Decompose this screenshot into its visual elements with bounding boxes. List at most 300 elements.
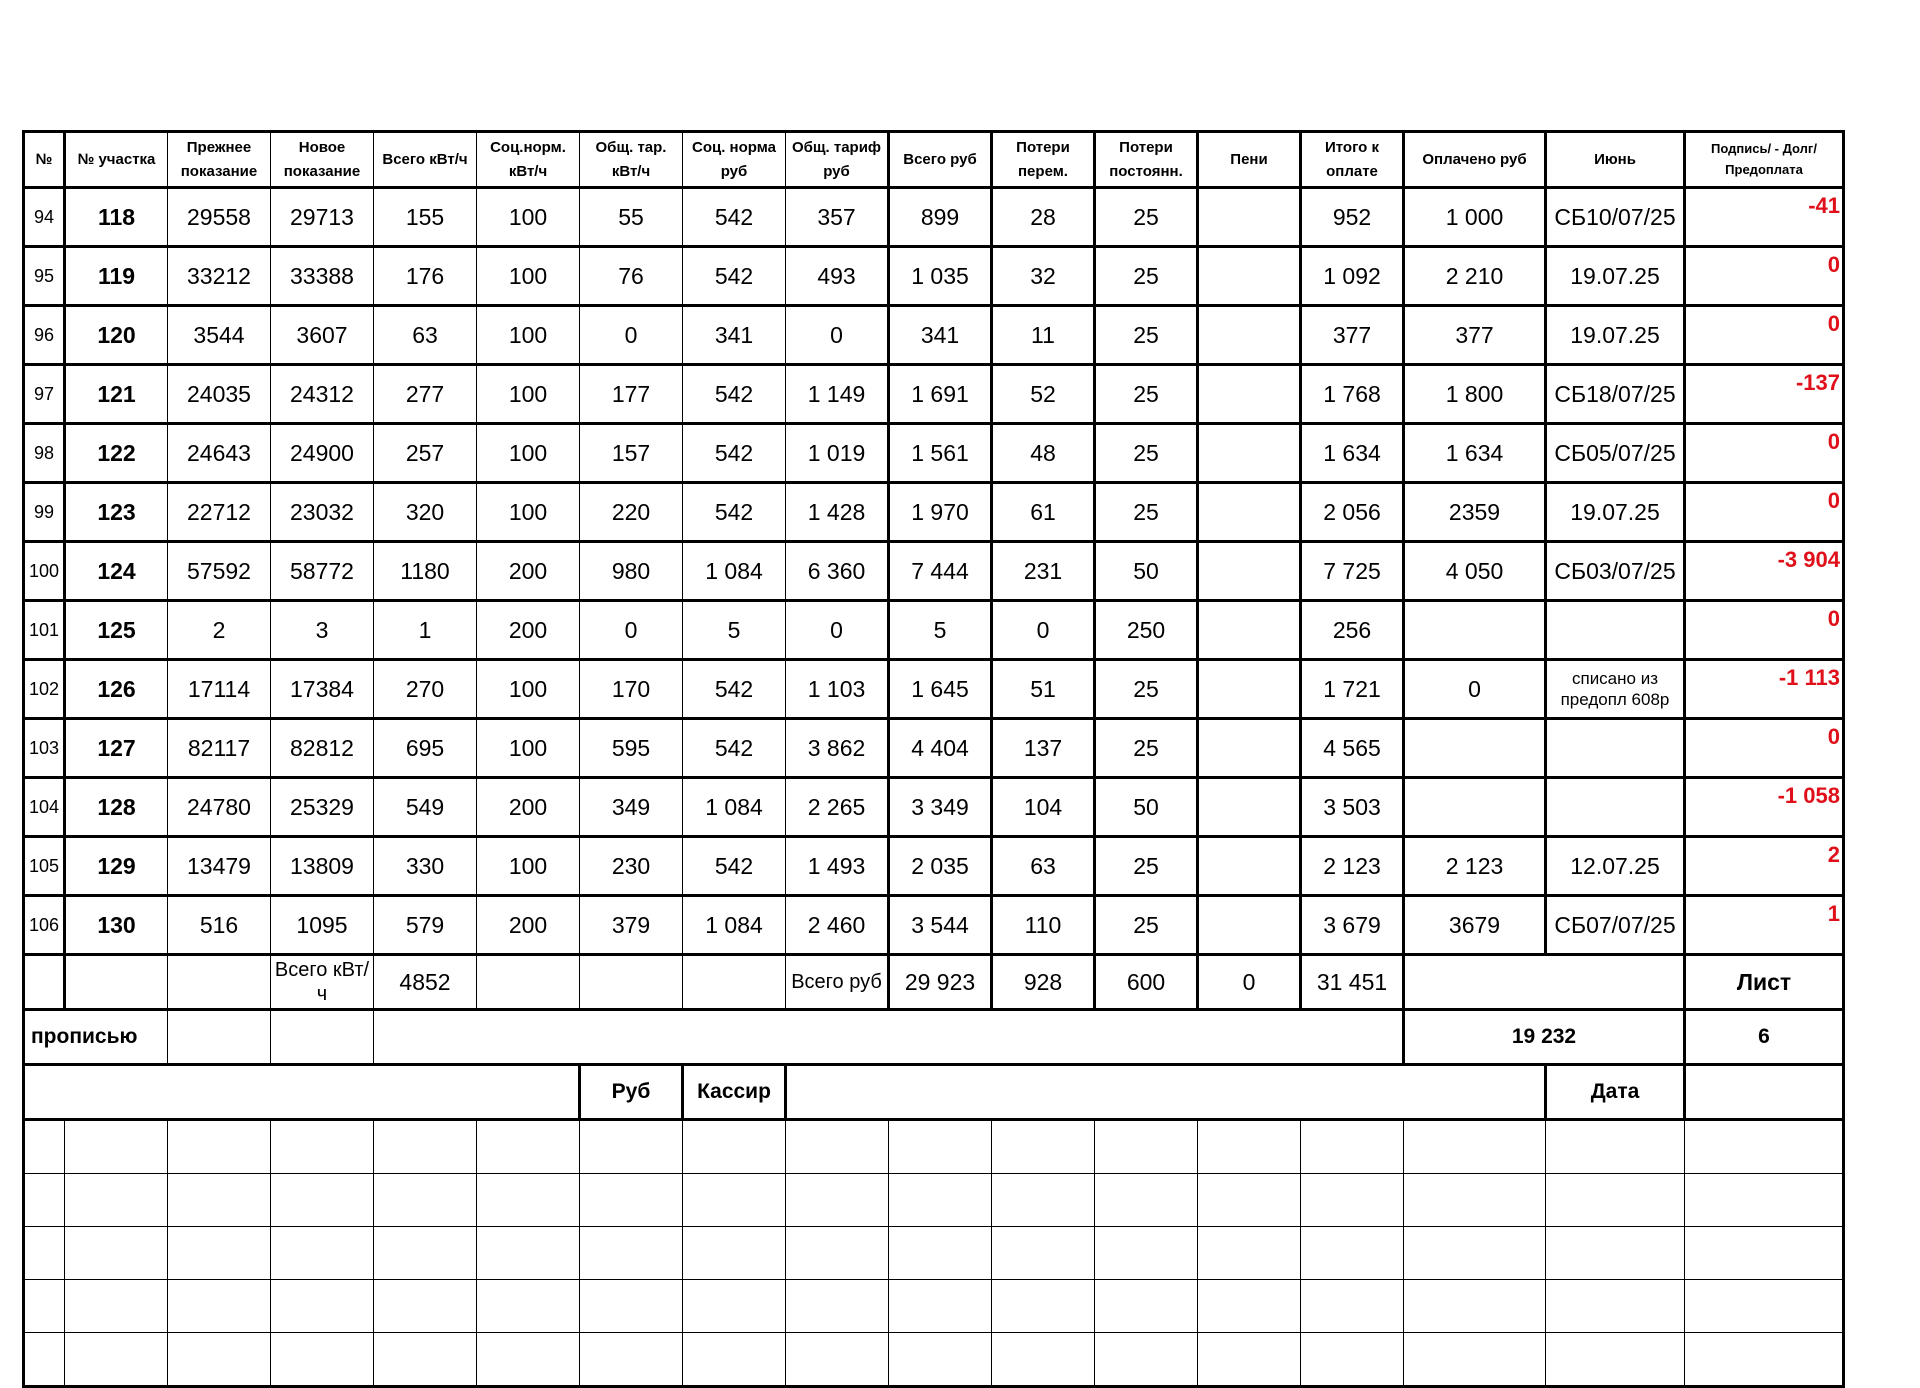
- empty-cell: [477, 1174, 580, 1227]
- empty-cell: [992, 1280, 1095, 1333]
- gen-tariff-rub: 1 493: [786, 837, 889, 896]
- loss-var: 63: [992, 837, 1095, 896]
- penalty: [1198, 306, 1301, 365]
- loss-const: 25: [1095, 660, 1198, 719]
- penalty: [1198, 542, 1301, 601]
- total-rub: 1 970: [889, 483, 992, 542]
- payment-date: 12.07.25: [1546, 837, 1685, 896]
- total-kwh: 277: [374, 365, 477, 424]
- soc-norm-kwh: 100: [477, 188, 580, 247]
- row-no: 94: [24, 188, 65, 247]
- total-due: 3 679: [1301, 896, 1404, 955]
- debt-prepay: 0: [1685, 483, 1844, 542]
- soc-norm-kwh: 200: [477, 778, 580, 837]
- prev-reading: 2: [168, 601, 271, 660]
- empty-cell: [786, 1333, 889, 1387]
- empty-cell: [65, 1333, 168, 1387]
- total-due: 2 056: [1301, 483, 1404, 542]
- empty-cell: [1685, 1174, 1844, 1227]
- table-row: [24, 837, 1844, 896]
- empty-cell: [992, 1120, 1095, 1174]
- empty-cell: [477, 1333, 580, 1387]
- empty-cell: [580, 955, 683, 1010]
- header-prev: Прежнее показание: [168, 132, 271, 188]
- soc-norm-rub: 542: [683, 719, 786, 778]
- total-rub: 341: [889, 306, 992, 365]
- gen-tar-kwh: 595: [580, 719, 683, 778]
- empty-cell: [477, 1280, 580, 1333]
- in-words-label: прописью: [24, 1010, 168, 1065]
- cashier-field: [786, 1065, 1546, 1120]
- gen-tar-kwh: 230: [580, 837, 683, 896]
- empty-cell: [168, 1280, 271, 1333]
- paid: 2359: [1404, 483, 1546, 542]
- empty-cell: [683, 1227, 786, 1280]
- total-kwh: 155: [374, 188, 477, 247]
- debt-prepay: 1: [1685, 896, 1844, 955]
- rub-label: Руб: [580, 1065, 683, 1120]
- total-rub: 2 035: [889, 837, 992, 896]
- empty-cell: [24, 1280, 65, 1333]
- table-row: [24, 306, 1844, 365]
- total-loss-var: 928: [992, 955, 1095, 1010]
- empty-cell: [477, 1120, 580, 1174]
- empty-cell: [786, 1174, 889, 1227]
- prev-reading: 24643: [168, 424, 271, 483]
- prev-reading: 33212: [168, 247, 271, 306]
- payment-date: списано из предопл 608р: [1546, 660, 1685, 719]
- empty-cell: [168, 1174, 271, 1227]
- gen-tar-kwh: 170: [580, 660, 683, 719]
- empty-cell: [1404, 1333, 1546, 1387]
- empty-row: [24, 1120, 1844, 1174]
- gen-tar-kwh: 349: [580, 778, 683, 837]
- total-kwh: 330: [374, 837, 477, 896]
- total-rub-value: 29 923: [889, 955, 992, 1010]
- date-field: [1685, 1065, 1844, 1120]
- soc-norm-rub: 542: [683, 483, 786, 542]
- total-rub: 1 645: [889, 660, 992, 719]
- penalty: [1198, 660, 1301, 719]
- empty-row: [24, 1227, 1844, 1280]
- gen-tariff-rub: 6 360: [786, 542, 889, 601]
- new-reading: 13809: [271, 837, 374, 896]
- prev-reading: 24035: [168, 365, 271, 424]
- soc-norm-kwh: 100: [477, 424, 580, 483]
- total-kwh: 1: [374, 601, 477, 660]
- new-reading: 3607: [271, 306, 374, 365]
- gen-tar-kwh: 980: [580, 542, 683, 601]
- payment-date: [1546, 719, 1685, 778]
- empty-cell: [683, 1120, 786, 1174]
- plot-number: 126: [65, 660, 168, 719]
- soc-norm-kwh: 200: [477, 542, 580, 601]
- soc-norm-rub: 1 084: [683, 778, 786, 837]
- gen-tariff-rub: 0: [786, 306, 889, 365]
- header-gen-tar-kwh: Общ. тар. кВт/ч: [580, 132, 683, 188]
- plot-number: 129: [65, 837, 168, 896]
- soc-norm-rub: 542: [683, 660, 786, 719]
- debt-prepay: 0: [1685, 306, 1844, 365]
- prev-reading: 82117: [168, 719, 271, 778]
- empty-cell: [168, 1227, 271, 1280]
- paid: [1404, 719, 1546, 778]
- total-rub: 4 404: [889, 719, 992, 778]
- loss-var: 0: [992, 601, 1095, 660]
- gen-tariff-rub: 493: [786, 247, 889, 306]
- paid: 1 634: [1404, 424, 1546, 483]
- empty-cell: [477, 955, 580, 1010]
- empty-cell: [889, 1174, 992, 1227]
- new-reading: 24900: [271, 424, 374, 483]
- empty-cell: [786, 1120, 889, 1174]
- total-kwh: 176: [374, 247, 477, 306]
- loss-const: 25: [1095, 188, 1198, 247]
- loss-var: 110: [992, 896, 1095, 955]
- prev-reading: 3544: [168, 306, 271, 365]
- penalty: [1198, 778, 1301, 837]
- soc-norm-rub: 1 084: [683, 896, 786, 955]
- total-rub: 3 544: [889, 896, 992, 955]
- table-row: [24, 542, 1844, 601]
- debt-prepay: -3 904: [1685, 542, 1844, 601]
- loss-const: 25: [1095, 424, 1198, 483]
- paid: 4 050: [1404, 542, 1546, 601]
- gen-tariff-rub: 1 149: [786, 365, 889, 424]
- total-rub-label: Всего руб: [786, 955, 889, 1010]
- empty-cell: [374, 1280, 477, 1333]
- empty-cell: [1546, 1120, 1685, 1174]
- debt-prepay: 0: [1685, 247, 1844, 306]
- table-row: [24, 188, 1844, 247]
- row-no: 98: [24, 424, 65, 483]
- penalty: [1198, 601, 1301, 660]
- empty-cell: [168, 955, 271, 1010]
- empty-cell: [24, 955, 65, 1010]
- loss-const: 250: [1095, 601, 1198, 660]
- soc-norm-kwh: 200: [477, 601, 580, 660]
- empty-cell: [683, 1174, 786, 1227]
- loss-const: 25: [1095, 896, 1198, 955]
- empty-cell: [1404, 1174, 1546, 1227]
- table-row: [24, 660, 1844, 719]
- header-gen-tariff-rub: Общ. тариф руб: [786, 132, 889, 188]
- empty-cell: [271, 1120, 374, 1174]
- total-kwh-label: Всего кВт/ч: [271, 955, 374, 1010]
- gen-tar-kwh: 177: [580, 365, 683, 424]
- paid: 2 210: [1404, 247, 1546, 306]
- total-rub: 1 561: [889, 424, 992, 483]
- paid: 1 000: [1404, 188, 1546, 247]
- header-new: Новое показание: [271, 132, 374, 188]
- table-row: [24, 601, 1844, 660]
- empty-cell: [168, 1333, 271, 1387]
- empty-cell: [1198, 1280, 1301, 1333]
- payment-date: 19.07.25: [1546, 306, 1685, 365]
- loss-const: 50: [1095, 542, 1198, 601]
- row-no: 95: [24, 247, 65, 306]
- row-no: 96: [24, 306, 65, 365]
- penalty: [1198, 719, 1301, 778]
- soc-norm-rub: 341: [683, 306, 786, 365]
- paid: 377: [1404, 306, 1546, 365]
- empty-row: [24, 1333, 1844, 1387]
- total-due: 3 503: [1301, 778, 1404, 837]
- debt-prepay: 2: [1685, 837, 1844, 896]
- payment-date: [1546, 778, 1685, 837]
- header-signature: Подпись/ - Долг/Предоплата: [1685, 132, 1844, 188]
- prev-reading: 22712: [168, 483, 271, 542]
- header-loss-var: Потери перем.: [992, 132, 1095, 188]
- empty-cell: [1404, 1227, 1546, 1280]
- empty-cell: [65, 1120, 168, 1174]
- soc-norm-rub: 1 084: [683, 542, 786, 601]
- empty-cell: [374, 1333, 477, 1387]
- penalty: [1198, 837, 1301, 896]
- empty-cell: [683, 955, 786, 1010]
- gen-tariff-rub: 2 265: [786, 778, 889, 837]
- total-due: 1 092: [1301, 247, 1404, 306]
- total-due: 952: [1301, 188, 1404, 247]
- total-due: 2 123: [1301, 837, 1404, 896]
- gen-tariff-rub: 0: [786, 601, 889, 660]
- row-no: 106: [24, 896, 65, 955]
- empty-cell: [992, 1227, 1095, 1280]
- empty-cell: [271, 1333, 374, 1387]
- penalty: [1198, 483, 1301, 542]
- payment-date: СБ18/07/25: [1546, 365, 1685, 424]
- gen-tariff-rub: 1 428: [786, 483, 889, 542]
- empty-cell: [1546, 1280, 1685, 1333]
- paid: 0: [1404, 660, 1546, 719]
- payment-date: СБ10/07/25: [1546, 188, 1685, 247]
- empty-cell: [1301, 1227, 1404, 1280]
- prev-reading: 57592: [168, 542, 271, 601]
- debt-prepay: -1 058: [1685, 778, 1844, 837]
- table-row: [24, 365, 1844, 424]
- empty-cell: [1404, 1120, 1546, 1174]
- loss-var: 32: [992, 247, 1095, 306]
- empty-cell: [889, 1227, 992, 1280]
- paid: [1404, 778, 1546, 837]
- gen-tariff-rub: 2 460: [786, 896, 889, 955]
- loss-const: 25: [1095, 719, 1198, 778]
- table-row: [24, 778, 1844, 837]
- loss-var: 52: [992, 365, 1095, 424]
- total-kwh: 320: [374, 483, 477, 542]
- total-kwh: 549: [374, 778, 477, 837]
- header-paid: Оплачено руб: [1404, 132, 1546, 188]
- sheet-label: Лист: [1685, 955, 1844, 1010]
- empty-cell: [374, 1227, 477, 1280]
- empty-cell: [1685, 1333, 1844, 1387]
- empty-cell: [683, 1333, 786, 1387]
- empty-cell: [65, 1227, 168, 1280]
- empty-cell: [1404, 955, 1685, 1010]
- header-soc-norm-rub: Соц. норма руб: [683, 132, 786, 188]
- cashier-label: Кассир: [683, 1065, 786, 1120]
- prev-reading: 17114: [168, 660, 271, 719]
- loss-var: 11: [992, 306, 1095, 365]
- empty-cell: [1301, 1120, 1404, 1174]
- empty-cell: [271, 1174, 374, 1227]
- plot-number: 122: [65, 424, 168, 483]
- table-row: [24, 896, 1844, 955]
- total-due: 31 451: [1301, 955, 1404, 1010]
- payment-date: [1546, 601, 1685, 660]
- paid: 2 123: [1404, 837, 1546, 896]
- row-no: 103: [24, 719, 65, 778]
- row-no: 105: [24, 837, 65, 896]
- debt-prepay: 0: [1685, 719, 1844, 778]
- total-kwh: 257: [374, 424, 477, 483]
- table-row: [24, 719, 1844, 778]
- loss-var: 61: [992, 483, 1095, 542]
- empty-cell: [1546, 1227, 1685, 1280]
- header-loss-const: Потери постоянн.: [1095, 132, 1198, 188]
- sheet-number: 6: [1685, 1010, 1844, 1065]
- payment-date: СБ03/07/25: [1546, 542, 1685, 601]
- empty-cell: [374, 1174, 477, 1227]
- total-kwh: 695: [374, 719, 477, 778]
- empty-cell: [1095, 1333, 1198, 1387]
- empty-cell: [24, 1227, 65, 1280]
- empty-cell: [683, 1280, 786, 1333]
- header-total-due: Итого к оплате: [1301, 132, 1404, 188]
- empty-cell: [24, 1120, 65, 1174]
- empty-cell: [168, 1010, 271, 1065]
- total-rub: 3 349: [889, 778, 992, 837]
- empty-cell: [168, 1120, 271, 1174]
- billing-table: [22, 130, 1845, 1388]
- soc-norm-kwh: 100: [477, 306, 580, 365]
- loss-var: 137: [992, 719, 1095, 778]
- total-due: 1 768: [1301, 365, 1404, 424]
- header-soc-norm-kwh: Соц.норм. кВт/ч: [477, 132, 580, 188]
- plot-number: 123: [65, 483, 168, 542]
- header-row: [24, 132, 1844, 188]
- total-kwh: 1180: [374, 542, 477, 601]
- soc-norm-kwh: 100: [477, 660, 580, 719]
- header-total-rub: Всего руб: [889, 132, 992, 188]
- empty-cell: [271, 1227, 374, 1280]
- soc-norm-rub: 542: [683, 424, 786, 483]
- empty-cell: [1198, 1227, 1301, 1280]
- plot-number: 120: [65, 306, 168, 365]
- table-row: [24, 483, 1844, 542]
- payment-date: 19.07.25: [1546, 483, 1685, 542]
- payment-date: 19.07.25: [1546, 247, 1685, 306]
- table-row: [24, 247, 1844, 306]
- gen-tar-kwh: 76: [580, 247, 683, 306]
- plot-number: 127: [65, 719, 168, 778]
- gen-tar-kwh: 220: [580, 483, 683, 542]
- penalty: [1198, 188, 1301, 247]
- header-plot: № участка: [65, 132, 168, 188]
- empty-cell: [65, 955, 168, 1010]
- empty-cell: [477, 1227, 580, 1280]
- empty-cell: [992, 1174, 1095, 1227]
- empty-cell: [1546, 1333, 1685, 1387]
- total-rub: 1 691: [889, 365, 992, 424]
- paid-sum: 19 232: [1404, 1010, 1685, 1065]
- soc-norm-rub: 542: [683, 247, 786, 306]
- loss-const: 25: [1095, 837, 1198, 896]
- empty-cell: [271, 1010, 374, 1065]
- cashier-row: [24, 1065, 1844, 1120]
- empty-cell: [786, 1227, 889, 1280]
- empty-cell: [1685, 1120, 1844, 1174]
- row-no: 101: [24, 601, 65, 660]
- words-row: [24, 1010, 1844, 1065]
- prev-reading: 29558: [168, 188, 271, 247]
- soc-norm-rub: 5: [683, 601, 786, 660]
- paid: 1 800: [1404, 365, 1546, 424]
- soc-norm-kwh: 200: [477, 896, 580, 955]
- empty-cell: [992, 1333, 1095, 1387]
- total-loss-const: 600: [1095, 955, 1198, 1010]
- new-reading: 58772: [271, 542, 374, 601]
- payment-date: СБ07/07/25: [1546, 896, 1685, 955]
- empty-cell: [1095, 1280, 1198, 1333]
- loss-var: 104: [992, 778, 1095, 837]
- new-reading: 1095: [271, 896, 374, 955]
- soc-norm-kwh: 100: [477, 837, 580, 896]
- empty-cell: [1685, 1280, 1844, 1333]
- date-label: Дата: [1546, 1065, 1685, 1120]
- soc-norm-kwh: 100: [477, 483, 580, 542]
- totals-row: [24, 955, 1844, 1010]
- loss-const: 25: [1095, 483, 1198, 542]
- empty-cell: [1095, 1227, 1198, 1280]
- loss-var: 231: [992, 542, 1095, 601]
- gen-tariff-rub: 1 019: [786, 424, 889, 483]
- total-rub: 7 444: [889, 542, 992, 601]
- loss-var: 51: [992, 660, 1095, 719]
- plot-number: 130: [65, 896, 168, 955]
- plot-number: 119: [65, 247, 168, 306]
- empty-cell: [889, 1280, 992, 1333]
- soc-norm-rub: 542: [683, 365, 786, 424]
- table-row: [24, 424, 1844, 483]
- empty-cell: [65, 1280, 168, 1333]
- row-no: 104: [24, 778, 65, 837]
- empty-cell: [889, 1333, 992, 1387]
- header-no: №: [24, 132, 65, 188]
- gen-tariff-rub: 3 862: [786, 719, 889, 778]
- penalty: [1198, 896, 1301, 955]
- gen-tar-kwh: 157: [580, 424, 683, 483]
- new-reading: 25329: [271, 778, 374, 837]
- total-rub: 899: [889, 188, 992, 247]
- empty-cell: [580, 1333, 683, 1387]
- payment-date: СБ05/07/25: [1546, 424, 1685, 483]
- empty-cell: [580, 1280, 683, 1333]
- empty-cell: [24, 1065, 580, 1120]
- new-reading: 24312: [271, 365, 374, 424]
- paid: 3679: [1404, 896, 1546, 955]
- prev-reading: 13479: [168, 837, 271, 896]
- empty-cell: [24, 1174, 65, 1227]
- total-kwh: 579: [374, 896, 477, 955]
- debt-prepay: 0: [1685, 601, 1844, 660]
- debt-prepay: 0: [1685, 424, 1844, 483]
- total-due: 256: [1301, 601, 1404, 660]
- new-reading: 33388: [271, 247, 374, 306]
- debt-prepay: -1 113: [1685, 660, 1844, 719]
- empty-cell: [580, 1120, 683, 1174]
- new-reading: 3: [271, 601, 374, 660]
